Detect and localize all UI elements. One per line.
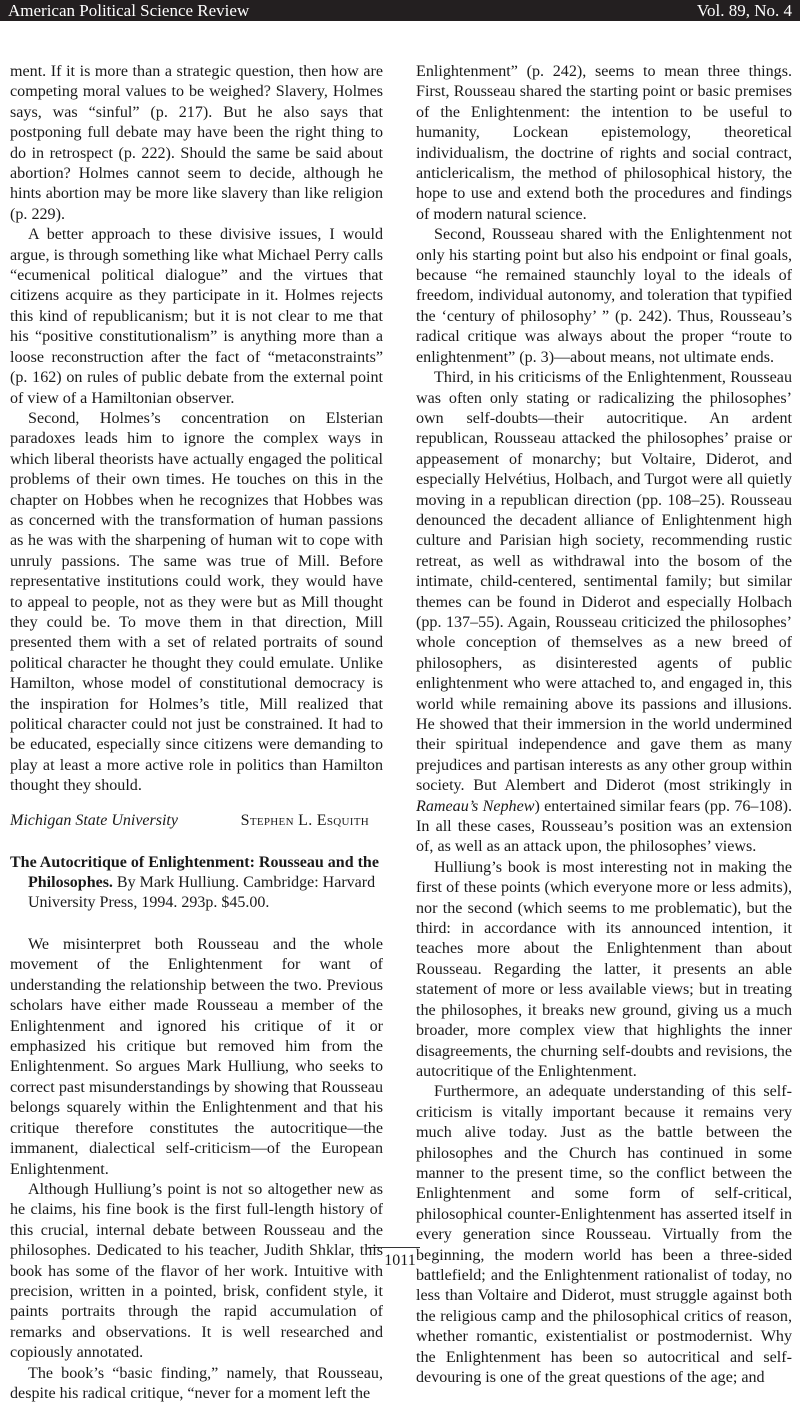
paragraph [416,368,792,858]
left-column [10,62,383,1404]
volume-issue: Vol. 89, No. 4 [696,0,792,20]
paragraph: Enlightenment” (p. 242), seems to mean three things. First, Rousseau shared the starting point or basic premises of the Enlightenment: the intention to be useful to humanity, Lockean epistemology, theoretical individualism, the doctrine of rights and social contract, anticlericalism, the method of philosophical history, the hope to use and extend both the procedures and findings of modern natural science. [416,63,792,223]
running-header [0,0,800,21]
work-title: Rameau’s Nephew [416,797,535,815]
paragraph: ment. If it is more than a strategic question, then how are competing moral values to be weighed? Slavery, Holmes says, was “sinful” (p. 217). But he also says that postponing full debate may have been the right thing to do in retrospect (p. 222). Should the same be said about abortion? Holmes cannot seem to decide, although he hints abortion may be more like slavery than like religion (p. 229). [10,63,383,223]
page-number: 1011 [384,1252,416,1269]
review-signature [10,811,383,831]
paragraph: Second, Rousseau shared with the Enlightenment not only his starting point but also his endpoint or final goals, because “he remained staunchly loyal to the ideals of freedom, individual autonomy, and toleration that typified the ‘century of philosophy’ ” (p. 242). Thus, Rousseau’s radical critique was always about the proper “route to enlightenment” (p. 3)—about means, not ultimate ends. [416,226,792,366]
paragraph-text: ) entertained similar fears (pp. 76–108). In all these cases, Rousseau’s position was an extension of, as well as an attack upon, the philosophes’ views. [416,797,792,856]
paragraph: Furthermore, an adequate understanding of this self-criticism is vitally important because it remains very much alive today. Just as the battle between the philosophes and the Church has continued in some manner to the present time, so the conflict between the Enlightenment and some form of self-critical, philosophical counter-Enlightenment has asserted itself in every generation since Rousseau. Virtually from the beginning, the modern world has been a three-sided battlefield; and the Enlightenment rationalist of today, no less than Voltaire and Diderot, must struggle against both the religious camp and the philosophical critics of reason, whether romantic, existentialist or postmodernist. Why the Enlightenment has been so autocritical and self-devouring is one of the great questions of the age; and [416,1083,792,1386]
paragraph: Second, Holmes’s concentration on Elsterian paradoxes leads him to ignore the complex ways in which liberal theorists have actually engaged the political problems of their own times. He touches on this in the chapter on Hobbes when he recognizes that Hobbes was as concerned with the transformation of human passions as he was with the sharpening of human wit to cope with unruly passions. The same was true of Mill. Before representative institutions could work, they would have to appeal to people, not as they were but as Mill thought they could be. To move them in that direction, Mill presented them with a set of related portraits of sound political character he thought they could emulate. Unlike Hamilton, whose model of constitutional democracy is the inspiration for Holmes’s title, Mill realized that political character could not just be constrained. It had to be educated, especially since citizens were demanding to play at least a more active role in politics than Hamilton thought they should. [10,409,383,795]
paragraph-text: Third, in his criticisms of the Enlightenment, Rousseau was often only stating or radicalizing the philosophes’ own self-doubts—their autocritique. An ardent republican, Rousseau attacked the philosophes’ praise or appeasement of monarchy; but Voltaire, Diderot, and especially Helvétius, Holbach, and Turgot were all quietly moving in a republican direction (pp. 108–25). Rousseau denounced the decadent alliance of Enlightenment high culture and Parisian high society, recommending rustic retreat, as well as withdrawal into the bosom of the intimate, child-centered, sentimental family; but similar themes can be found in Diderot and especially Holbach (pp. 137–55). Again, Rousseau criticized the philosophes’ whole conception of themselves as a new breed of philosophers, as disinterested agents of public enlightenment who were attached to, and engaged in, this world while remaining above its passions and illusions. He showed that their immersion in the world undermined their spiritual independence and gave them as many prejudices and partisan interests as any other group within society. But Alembert and Diderot (most strikingly in [416,369,792,795]
book-title: The Autocritique of Enlightenment: Rousseau and the Philosophes. [10,854,379,892]
paragraph: A better approach to these divisive issues, I would argue, is through something like what Michael Perry calls “ecumenical political dialogue” and the virtues that citizens acquire as they participate in it. Holmes rejects this kind of republicanism; but it is not clear to me that his “positive constitutionalism” is anything more than a loose reconstruction after the fact of “metaconstraints” (p. 162) on rules of public debate from the external point of view of a Hamiltonian observer. [10,226,383,407]
right-column [416,62,792,1388]
reviewer-institution: Michigan State University [10,811,178,829]
paragraph: We misinterpret both Rousseau and the whole movement of the Enlightenment for want of understanding the relationship between the two. Previous scholars have either made Rousseau a member of the Enlightenment and ignored his critique of it or emphasized his critique but removed him from the Enlightenment. So argues Mark Hulliung, who seeks to correct past misunderstandings by showing that Rousseau belongs squarely within the Enlightenment and that his critique therefore constitutes the autocritique—the immanent, dialectical self-criticism—of the European Enlightenment. [10,936,383,1178]
journal-title: American Political Science Review [8,0,250,20]
footer-rule [368,1247,420,1248]
paragraph: The book’s “basic finding,” namely, that Rousseau, despite his radical critique, “never for a moment left the [10,1364,383,1402]
book-review-heading [10,853,383,913]
paragraph: Although Hulliung’s point is not so altogether new as he claims, his fine book is the first full-length history of this crucial, internal debate between Rousseau and the philosophes. Dedicated to his teacher, Judith Shklar, this book has some of the flavor of her work. Intuitive with precision, written in a pointed, brisk, confident style, it paints portraits through the rapid accumulation of remarks and observations. It is well researched and copiously annotated. [10,1180,383,1362]
book-bibliographic-info: By Mark Hulliung. Cambridge: Harvard University Press, 1994. 293p. $45.00. [28,874,376,912]
reviewer-name: Stephen L. Esquith [240,811,369,829]
paragraph: Hulliung’s book is most interesting not in making the first of these points (which everyone more or less admits), nor the second (which seems to me problematic), but the third: in accordance with its announced intention, it teaches more about the Enlightenment than about Rousseau. Regarding the latter, it presents an able statement of more or less available views; but in treating the philosophes, it breaks new ground, giving us a much broader, more complex view that highlights the inner disagreements, the churning self-doubts and revisions, the autocritique of the Enlightenment. [416,858,792,1080]
